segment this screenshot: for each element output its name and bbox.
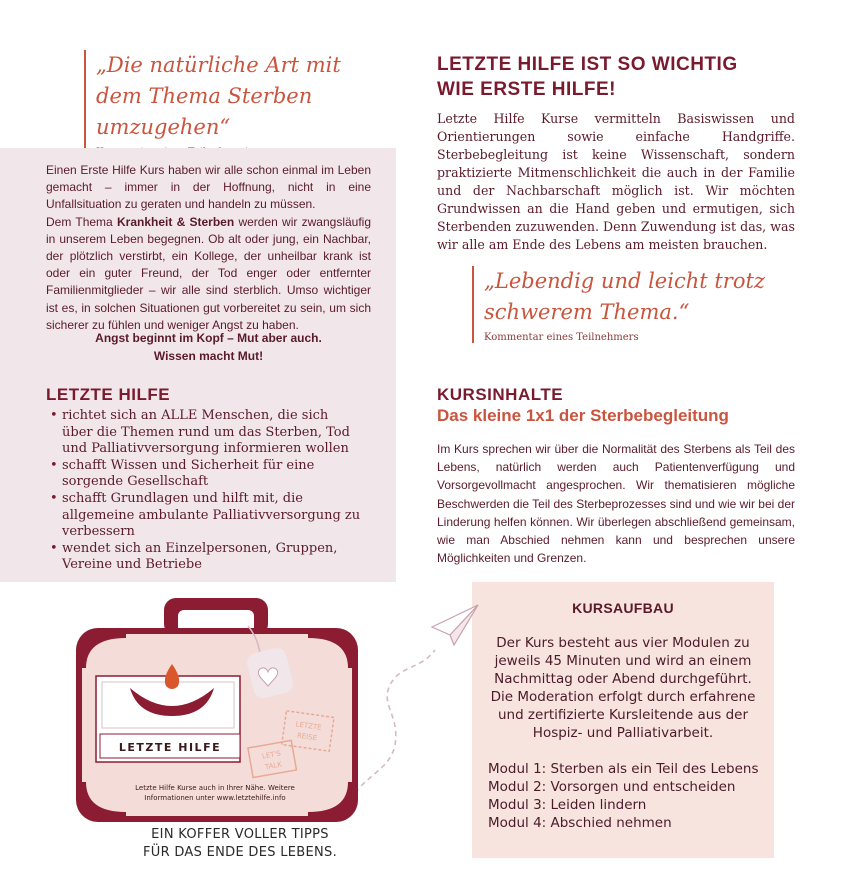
- intro-motto: [46, 329, 371, 365]
- wichtig-heading-line-2: WIE ERSTE HILFE!: [437, 79, 616, 100]
- suitcase-label: LETZTE HILFE: [118, 741, 222, 754]
- list-item: • richtet sich an ALLE Menschen, die sich über die Themen rund um das Sterben, Tod und Palliativversorgung informieren wollen: [46, 408, 361, 458]
- intro-text: [46, 162, 371, 334]
- kursaufbau-modules: [488, 760, 774, 832]
- quote-2-source: Kommentar eines Teilnehmers: [484, 332, 639, 343]
- list-item: Modul 3: Leiden lindern: [488, 797, 647, 813]
- kursinhalte-subheading: Das kleine 1x1 der Sterbebegleitung: [437, 406, 729, 425]
- suitcase-footer-line-1: Letzte Hilfe Kurse auch in Ihrer Nähe. Weitere: [135, 784, 295, 792]
- stamp-talk-line-1: LET'S: [261, 749, 282, 761]
- wichtig-heading: [437, 52, 738, 102]
- motto-line-2: Wissen macht Mut!: [153, 349, 264, 363]
- suitcase-illustration: [72, 598, 362, 826]
- caption-line-2: FÜR DAS ENDE DES LEBENS.: [142, 845, 338, 860]
- quote-2-text: „Lebendig und leicht trotz schwerem Thema.“: [484, 269, 765, 324]
- caption-line-1: EIN KOFFER VOLLER TIPPS: [151, 827, 329, 842]
- motto-line-1: Angst beginnt im Kopf – Mut aber auch.: [95, 331, 322, 345]
- stamp-talk-line-2: TALK: [264, 760, 283, 772]
- kursinhalte-heading: KURSINHALTE: [437, 385, 564, 404]
- kursaufbau-heading: KURSAUFBAU: [572, 600, 674, 616]
- kursaufbau-box: [472, 582, 774, 858]
- intro-paragraph-1: Einen Erste Hilfe Kurs haben wir alle schon einmal im Leben gemacht – immer in der Hoffnung, nicht in eine Unfallsituation zu geraten und handeln zu müssen.: [46, 163, 371, 212]
- stamp-letzte-line-2: REISE: [296, 731, 318, 743]
- list-item: • schafft Wissen und Sicherheit für eine sorgende Gesellschaft: [46, 458, 361, 491]
- list-item: • wendet sich an Einzelpersonen, Gruppen, Vereine und Betriebe: [46, 541, 361, 574]
- quote-2: [472, 266, 772, 343]
- stamp-letzte-line-1: LETZTE: [295, 720, 323, 732]
- wichtig-heading-line-1: LETZTE HILFE IST SO WICHTIG: [437, 54, 738, 75]
- paper-plane-icon: [432, 605, 478, 645]
- suitcase-caption: [100, 826, 380, 862]
- letzte-hilfe-heading: LETZTE HILFE: [46, 385, 171, 404]
- letzte-hilfe-bullets: [46, 408, 361, 574]
- kursaufbau-text: Der Kurs besteht aus vier Modulen zu jeweils 45 Minuten und wird an einem Nachmittag oder Abend durchgeführt. Die Moderation erfolgt durch erfahrene und zertifizierte Kursleitende aus der Hospiz- und Palliativarbeit.: [490, 635, 756, 741]
- suitcase-footer-line-2: Informationen unter www.letztehilfe.info: [144, 794, 286, 802]
- intro-paragraph-2: Dem Thema Krankheit & Sterben werden wir zwangsläufig in unserem Leben begegnen. Ob alt oder jung, ein Nachbar, der plötzlich verstirbt, ein Kollege, der unheilbar krank ist oder ein guter Freund, der Tod enger oder entfernter Familienmitglieder – wir alle sind sterblich. Umso wichtiger ist es, in solchen Situationen gut vorbereitet zu sein, um sich sicherer zu fühlen und weniger Angst zu haben.: [46, 214, 372, 332]
- wichtig-text: Letzte Hilfe Kurse vermitteln Basiswissen und Orientierungen sowie einfache Handgriffe. Sterbebegleitung ist keine Wissenschaft, sondern praktizierte Mitmenschlichkeit die auch in der Familie und der Nachbarschaft möglich ist. Wir möchten Grundwissen an die Hand geben und ermutigen, sich Sterbenden zuzuwenden. Denn Zuwendung ist das, was wir alle am Ende des Lebens am meisten brauchen.: [437, 111, 795, 252]
- list-item: Modul 2: Vorsorgen und entscheiden: [488, 779, 736, 795]
- list-item: • schafft Grundlagen und hilft mit, die allgemeine ambulante Palliativversorgung zu verbessern: [46, 491, 361, 541]
- kursinhalte-text: Im Kurs sprechen wir über die Normalität des Sterbens als Teil des Lebens, natürlich werden auch Patientenverfügung und Vorsorgevollmacht angesprochen. Wir thematisieren mögliche Beschwerden die Teil des Sterbeprozesses sind und wie wir bei der Linderung helfen können. Wir überlegen abschließend gemeinsam, wie man Abschied nehmen kann und besprechen unsere Möglichkeiten und Grenzen.: [437, 442, 795, 566]
- list-item: Modul 1: Sterben als ein Teil des Lebens: [488, 761, 759, 777]
- quote-1: [84, 50, 384, 158]
- quote-1-text: „Die natürliche Art mit dem Thema Sterben umzugehen“: [96, 53, 341, 139]
- list-item: Modul 4: Abschied nehmen: [488, 815, 672, 831]
- intro-bold-phrase: Krankheit & Sterben: [116, 214, 235, 229]
